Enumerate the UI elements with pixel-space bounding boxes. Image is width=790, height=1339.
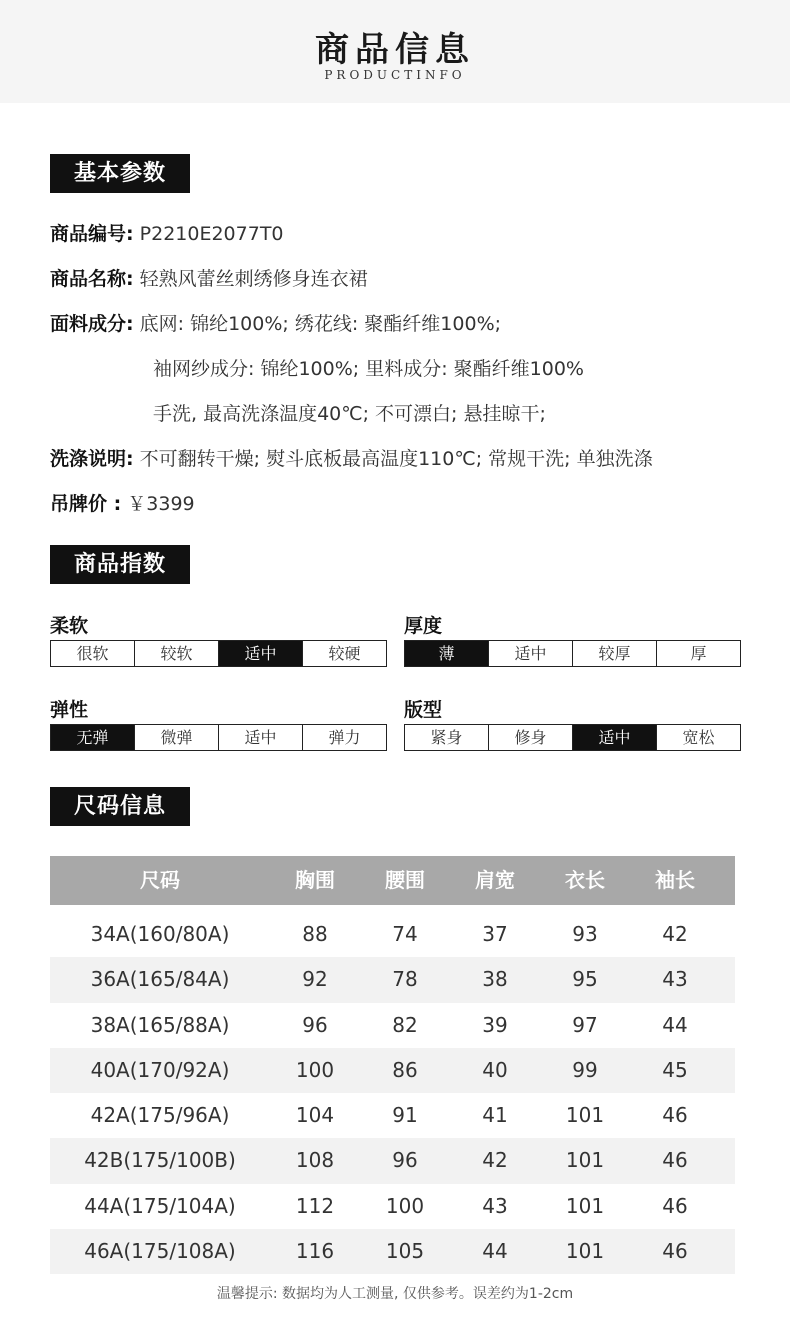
index-option: 微弹 [134,725,218,750]
index-1 [404,612,741,667]
table-cell: 45 [662,1057,688,1082]
index-option: 适中 [488,641,572,666]
table-cell: 93 [572,922,598,946]
table-cell: 99 [572,1057,598,1082]
table-cell: 34A(160/80A) [90,922,230,946]
index-scale [404,640,741,667]
index-scale [404,724,741,751]
table-cell: 101 [565,1103,605,1128]
fabric-line-2: 袖网纱成分: 锦纶100%; 里料成分: 聚酯纤维100% [153,358,584,380]
table-cell: 38 [482,967,508,992]
section-basic-title: 基本参数 [50,154,190,193]
table-cell: 108 [295,1148,335,1173]
table-cell: 101 [565,1239,605,1264]
page-subtitle: PRODUCTINFO [324,68,466,82]
index-label: 弹性 [50,699,89,721]
section-size-title: 尺码信息 [50,787,190,826]
column-header: 袖长 [655,868,695,892]
fabric-line-3: 手洗, 最高洗涤温度40℃; 不可漂白; 悬挂晾干; [153,403,546,425]
index-option: 较软 [134,641,218,666]
table-row [50,1003,735,1048]
wash-row [50,447,653,471]
index-option: 适中 [218,725,302,750]
index-label: 厚度 [404,615,443,637]
wash-label: 洗涤说明: [50,448,134,470]
table-cell: 37 [482,922,508,946]
index-option: 修身 [488,725,572,750]
table-cell: 40A(170/92A) [90,1057,230,1082]
table-cell: 100 [295,1057,335,1082]
index-option: 较硬 [302,641,386,666]
table-row [50,1184,735,1229]
table-cell: 46 [662,1148,688,1173]
table-cell: 88 [302,922,328,946]
table-cell: 43 [482,1193,508,1218]
index-option-selected: 适中 [218,641,302,666]
table-row [50,1093,735,1138]
table-row [50,1229,735,1274]
product-name-row [50,267,368,291]
table-cell: 116 [295,1239,335,1264]
table-cell: 44 [482,1239,508,1264]
index-option: 较厚 [572,641,656,666]
table-cell: 74 [392,922,418,946]
product-code-label: 商品编号: [50,223,134,245]
index-option-selected: 薄 [405,641,488,666]
price-value: ￥3399 [127,493,195,515]
section-index-title: 商品指数 [50,545,190,584]
table-cell: 91 [392,1103,418,1128]
wash-value: 不可翻转干燥; 熨斗底板最高温度110℃; 常规干洗; 单独洗涤 [139,448,653,470]
table-cell: 46 [662,1103,688,1128]
table-row [50,1048,735,1093]
table-cell: 44 [662,1012,688,1037]
table-cell: 40 [482,1057,508,1082]
table-cell: 104 [295,1103,335,1128]
size-table-body [50,912,735,1274]
fabric-label: 面料成分: [50,313,134,335]
table-cell: 101 [565,1193,605,1218]
size-table [50,856,735,1274]
table-cell: 105 [385,1239,425,1264]
table-cell: 36A(165/84A) [90,967,230,992]
table-cell: 96 [302,1012,328,1037]
column-header: 尺码 [140,868,180,892]
table-cell: 42B(175/100B) [84,1148,236,1173]
fabric-row [50,312,501,336]
header [0,0,790,103]
table-cell: 92 [302,967,328,992]
product-code-row [50,222,284,246]
size-table-header [50,856,735,905]
product-code-value: P2210E2077T0 [139,223,284,245]
column-header: 胸围 [295,868,335,892]
product-name-value: 轻熟风蕾丝刺绣修身连衣裙 [139,268,368,290]
table-cell: 38A(165/88A) [90,1012,230,1037]
column-header: 肩宽 [475,868,515,892]
index-2 [50,696,387,751]
column-header: 衣长 [565,868,605,892]
table-cell: 95 [572,967,598,992]
index-option: 紧身 [430,728,463,747]
table-cell: 100 [385,1193,425,1218]
page-title: 商品信息 [315,30,475,70]
measurement-note: 温馨提示: 数据均为人工测量, 仅供参考。误差约为1-2cm [216,1286,574,1302]
table-cell: 43 [662,967,688,992]
table-cell: 78 [392,967,418,992]
table-cell: 46 [662,1239,688,1264]
index-option: 弹力 [302,725,386,750]
index-option: 很软 [76,644,109,663]
table-cell: 97 [572,1012,598,1037]
table-cell: 41 [482,1103,508,1128]
index-option-selected: 无弹 [51,725,134,750]
product-name-label: 商品名称: [50,268,134,290]
table-cell: 42A(175/96A) [90,1103,230,1128]
table-cell: 101 [565,1148,605,1173]
price-row [50,492,195,516]
table-cell: 46 [662,1193,688,1218]
table-cell: 86 [392,1057,418,1082]
table-cell: 46A(175/108A) [84,1239,236,1264]
table-row [50,1138,735,1183]
table-cell: 96 [392,1148,418,1173]
index-0 [50,612,387,667]
table-cell: 42 [662,922,688,946]
index-scale [50,724,387,751]
table-row [50,912,735,957]
index-option: 宽松 [656,725,740,750]
index-option-selected: 适中 [572,725,656,750]
table-row [50,957,735,1002]
table-cell: 42 [482,1148,508,1173]
index-label: 柔软 [50,615,89,637]
index-label: 版型 [404,699,443,721]
table-cell: 112 [295,1193,335,1218]
table-cell: 82 [392,1012,418,1037]
price-label: 吊牌价 : [50,493,122,515]
index-3 [404,696,741,751]
column-header: 腰围 [385,868,425,892]
fabric-line-1: 底网: 锦纶100%; 绣花线: 聚酯纤维100%; [139,313,502,335]
index-option: 厚 [656,641,740,666]
table-cell: 39 [482,1012,508,1037]
table-cell: 44A(175/104A) [84,1193,236,1218]
index-scale [50,640,387,667]
